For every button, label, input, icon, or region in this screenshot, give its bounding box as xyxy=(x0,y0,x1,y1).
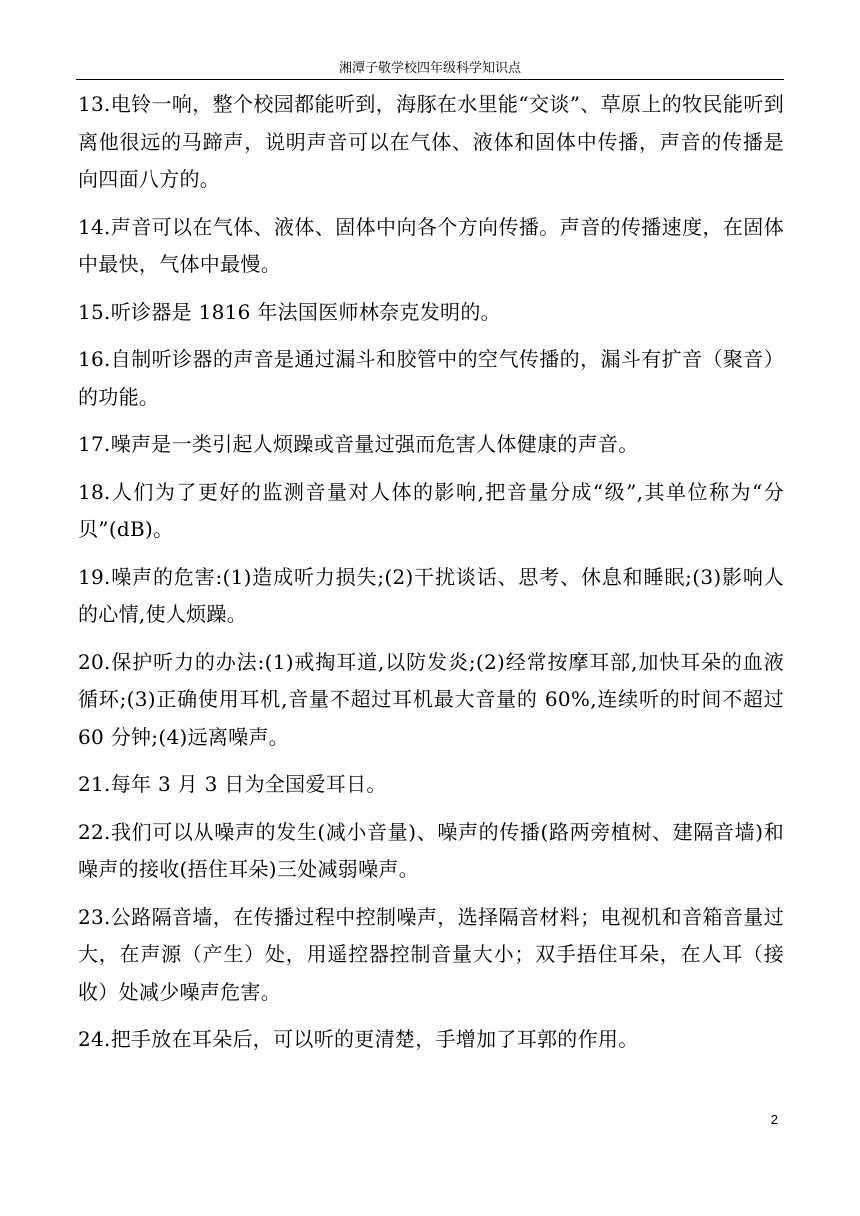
page-number: 2 xyxy=(770,1112,778,1127)
paragraph-24: 24.把手放在耳朵后，可以听的更清楚，手增加了耳郭的作用。 xyxy=(78,1027,639,1051)
paragraph-21: 21.每年 3 月 3 日为全国爱耳日。 xyxy=(78,772,387,796)
paragraph-19: 19.噪声的危害:(1)造成听力损失;(2)干扰谈话、思考、休息和睡眠;(3)影响人的心情,使人烦躁。 xyxy=(78,564,784,626)
paragraph-22: 22.我们可以从噪声的发生(减小音量)、噪声的传播(路两旁植树、建隔音墙)和噪声的接收(捂住耳朵)三处减弱噪声。 xyxy=(78,819,784,881)
paragraph-14: 14.声音可以在气体、液体、固体中向各个方向传播。声音的传播速度，在固体中最快，气体中最慢。 xyxy=(78,214,784,276)
paragraph-15: 15.听诊器是 1816 年法国医师林奈克发明的。 xyxy=(78,299,501,324)
document-body xyxy=(78,86,784,1069)
page-header: 湘潭子敬学校四年级科学知识点 xyxy=(338,61,521,76)
paragraph-17: 17.噪声是一类引起人烦躁或音量过强而危害人体健康的声音。 xyxy=(78,432,639,456)
paragraph-18: 18.人们为了更好的监测音量对人体的影响,把音量分成“级”,其单位称为“分贝”(dB)。 xyxy=(78,479,784,541)
header-rule xyxy=(76,79,784,80)
paragraph-13: 13.电铃一响，整个校园都能听到，海豚在水里能“交谈”、草原上的牧民能听到离他很远的马蹄声，说明声音可以在气体、液体和固体中传播，声音的传播是向四面八方的。 xyxy=(78,92,784,191)
paragraph-16: 16.自制听诊器的声音是通过漏斗和胶管中的空气传播的，漏斗有扩音（聚音）的功能。 xyxy=(78,347,784,409)
paragraph-23: 23.公路隔音墙，在传播过程中控制噪声，选择隔音材料；电视机和音箱音量过大，在声源（产生）处，用遥控器控制音量大小；双手捂住耳朵，在人耳（接收）处减少噪声危害。 xyxy=(78,904,784,1004)
paragraph-20: 20.保护听力的办法:(1)戒掏耳道,以防发炎;(2)经常按摩耳部,加快耳朵的血液循环;(3)正确使用耳机,音量不超过耳机最大音量的 60%,连续听的时间不超过 60 分钟;(4)远离噪声。 xyxy=(78,649,784,749)
